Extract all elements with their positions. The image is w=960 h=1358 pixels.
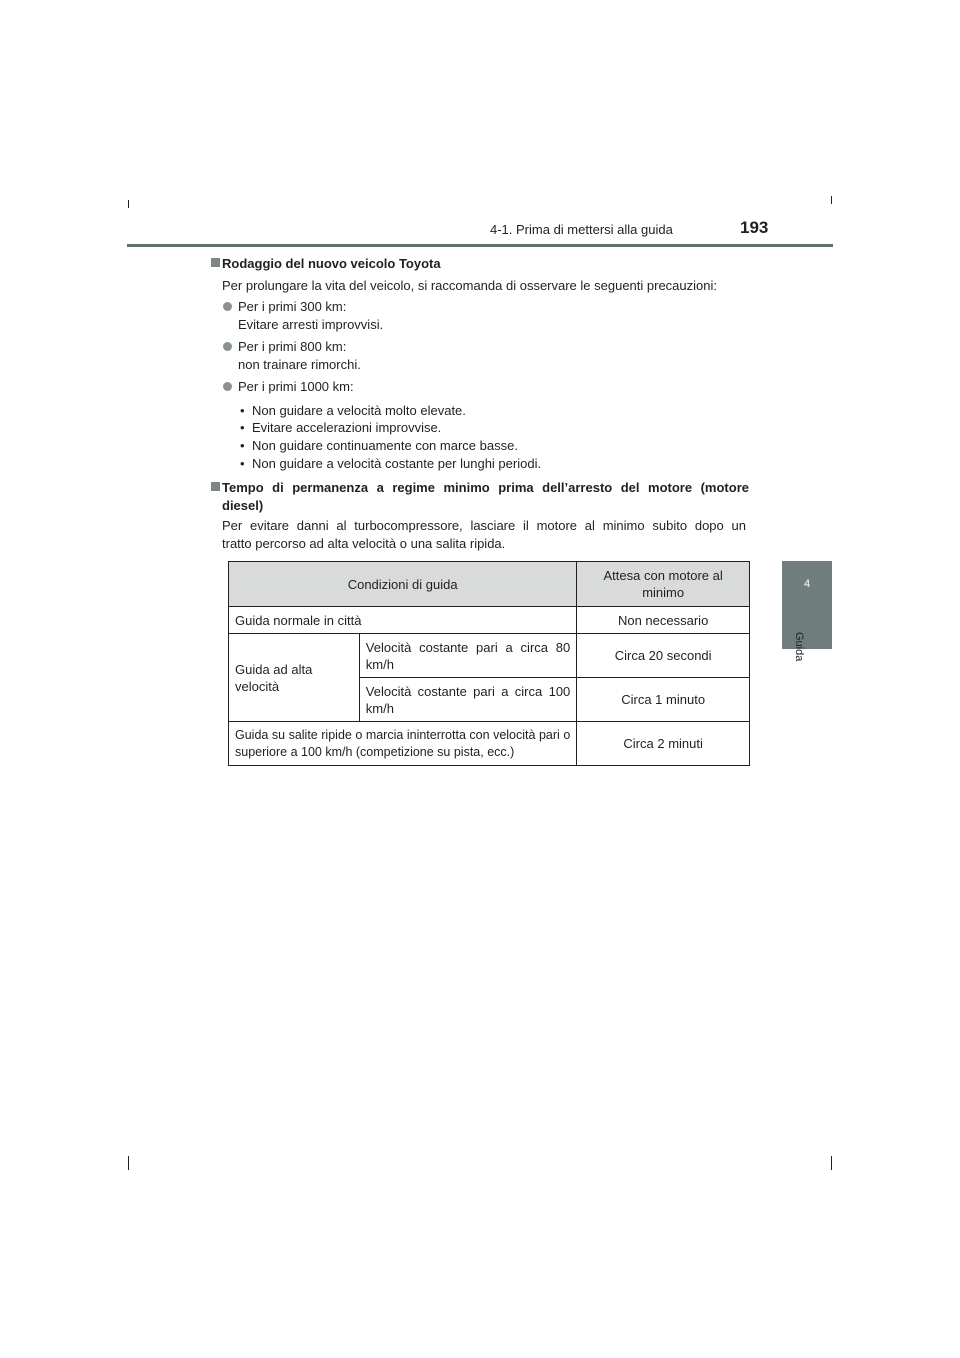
cell-wait: Circa 20 secondi [577,634,750,678]
round-bullet-icon [223,302,232,311]
sub-list-item: Non guidare a velocità costante per lunghi periodi. [252,456,542,471]
sub-bullet-icon: • [240,403,245,418]
cell-sub-condition: Velocità costante pari a circa 100 km/h [359,678,577,722]
square-bullet-icon [211,258,220,267]
crop-mark [128,1156,129,1170]
round-bullet-icon [223,382,232,391]
idle-time-table [228,561,750,766]
list-item-text: non trainare rimorchi. [238,357,361,372]
table-header-row [229,562,750,607]
sub-list-item: Non guidare a velocità molto elevate. [252,403,466,418]
list-item-title: Per i primi 300 km: [238,299,347,314]
chapter-tab-number: 4 [803,578,811,590]
section-intro-line1: Per evitare danni al turbocompressore, lasciare il motore al minimo subito dopo un [222,518,746,533]
cell-wait: Circa 1 minuto [577,678,750,722]
table-row [229,722,750,766]
section-title-idle-line2: diesel) [222,498,264,513]
section-title-break-in: Rodaggio del nuovo veicolo Toyota [222,256,441,271]
cell-condition-group: Guida ad alta velocità [229,634,360,722]
sub-bullet-icon: • [240,438,245,453]
chapter-tab [782,561,832,649]
header-conditions: Condizioni di guida [229,562,577,607]
crop-mark [831,1156,832,1170]
sub-list-item: Evitare accelerazioni improvvise. [252,420,442,435]
section-title-idle-line1: Tempo di permanenza a regime minimo prima dell’arresto del motore (motore [222,480,749,495]
table-row [229,634,750,678]
section-intro-line2: tratto percorso ad alta velocità o una salita ripida. [222,536,506,551]
sub-bullet-icon: • [240,420,245,435]
list-item-title: Per i primi 800 km: [238,339,347,354]
list-item-title: Per i primi 1000 km: [238,379,354,394]
cell-sub-condition: Velocità costante pari a circa 80 km/h [359,634,577,678]
header-rule [127,244,833,247]
cell-wait: Circa 2 minuti [577,722,750,766]
round-bullet-icon [223,342,232,351]
sub-list-item: Non guidare continuamente con marce basse. [252,438,518,453]
cell-condition: Guida normale in città [229,607,577,634]
table-row [229,607,750,634]
running-header-section: 4-1. Prima di mettersi alla guida [490,222,673,237]
cell-condition: Guida su salite ripide o marcia ininterrotta con velocità pari o superiore a 100 km/h (competizione su pista, ecc.) [229,722,577,766]
crop-mark [128,200,129,208]
square-bullet-icon [211,482,220,491]
sub-bullet-icon: • [240,456,245,471]
chapter-tab-label: Guida [793,632,805,662]
list-item-text: Evitare arresti improvvisi. [238,317,384,332]
crop-mark [831,196,832,204]
header-wait: Attesa con motore al minimo [577,562,750,607]
page-number: 193 [740,218,769,237]
section-intro: Per prolungare la vita del veicolo, si raccomanda di osservare le seguenti precauzioni: [222,278,717,293]
cell-wait: Non necessario [577,607,750,634]
